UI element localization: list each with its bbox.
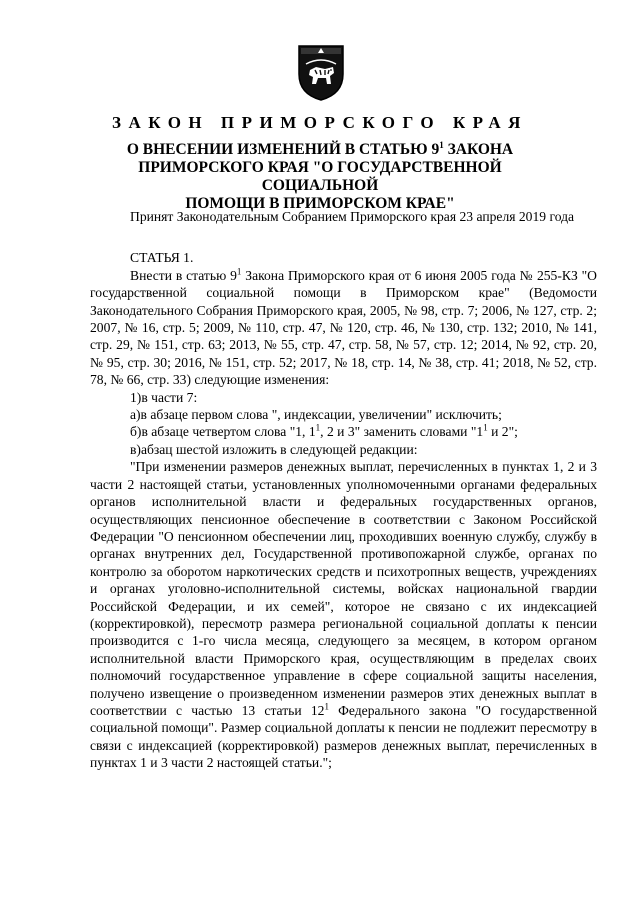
- article-heading: СТАТЬЯ 1.: [130, 250, 194, 266]
- article-intro: Внести в статью $9^1$ Закона Приморского края от 6 июня 2005 года № 255-КЗ "О государственной социальной помощи в Приморском крае" (Ведомости Законодательного Собрания Приморского края, 2005, № 98, стр. 7; 2006, № 127, стр. 2; 2007, № 16, стр. 5; 2009, № 110, стр. 47, № 120, стр. 46, № 130, стр. 132; 2010, № 141, стр. 29, № 151, стр. 63; 2013, № 55, стр. 47, стр. 58, № 57, стр. 12; 2014, № 92, стр. 20, № 95, стр. 30; 2016, № 151, стр. 52; 2017, № 18, стр. 14, № 38, стр. 41; 2018, № 52, стр. 78, № 66, стр. 33) следующие изменения:: [90, 266, 597, 388]
- law-title: ЗАКОН ПРИМОРСКОГО КРАЯ: [112, 113, 528, 132]
- amended-paragraph-quote: "При изменении размеров денежных выплат, перечисленных в пунктах 1, 2 и 3 части 2 настоящей статьи, установленных уполномоченными органами федеральных органов исполнительной власти и федеральных государственных органов, осуществляющих пенсионное обеспечение в соответствии с Законом Российской Федерации "О пенсионном обеспечении лиц, проходивших военную службу, службу в органах внутренних дел, Государственной противопожарной службе, органах по контролю за оборотом наркотических средств и психотропных веществ, учреждениях и органах уголовно-исполнительной системы, войсках национальной гвардии Российской Федерации, и их семей", которое не связано с их индексацией (корректировкой), пересмотр размера региональной социальной доплаты к пенсии производится с 1-го числа месяца, следующего за месяцем, в котором органом исполнительной власти Приморского края, осуществляющим в пределах своих полномочий государственное управление в сфере социальной защиты населения, получено извещение о произведенном изменении размеров этих денежных выплат в соответствии с частью 13 статьи $12^1$ Федерального закона "О государственной социальной помощи". Размер социальной доплаты к пенсии не подлежит пересмотру в связи с индексацией (корректировкой) размеров денежных выплат, перечисленных в пунктах 1 и 3 части 2 настоящей статьи.";: [90, 459, 597, 771]
- adoption-statement: Принят Законодательным Собранием Приморского края 23 апреля 2019 года: [130, 209, 575, 224]
- law-body: [90, 208, 597, 772]
- item-a: а)в абзаце первом слова ", индексации, увеличении" исключить;: [130, 407, 502, 423]
- item-1: 1)в части 7:: [130, 389, 198, 405]
- law-subtitle: О ВНЕСЕНИИ ИЗМЕНЕНИЙ В СТАТЬЮ $9^1$ ЗАКОНА ПРИМОРСКОГО КРАЯ "О ГОСУДАРСТВЕННОЙ СОЦИАЛЬНОЙ ПОМОЩИ В ПРИМОРСКОМ КРАЕ": [126, 139, 514, 212]
- item-b: б)в абзаце четвертом слова "1, $1^1$, 2 и 3" заменить словами "$1^1$ и 2";: [130, 422, 518, 440]
- coat-of-arms-icon: [296, 42, 346, 102]
- item-v: в)абзац шестой изложить в следующей редакции:: [130, 441, 418, 457]
